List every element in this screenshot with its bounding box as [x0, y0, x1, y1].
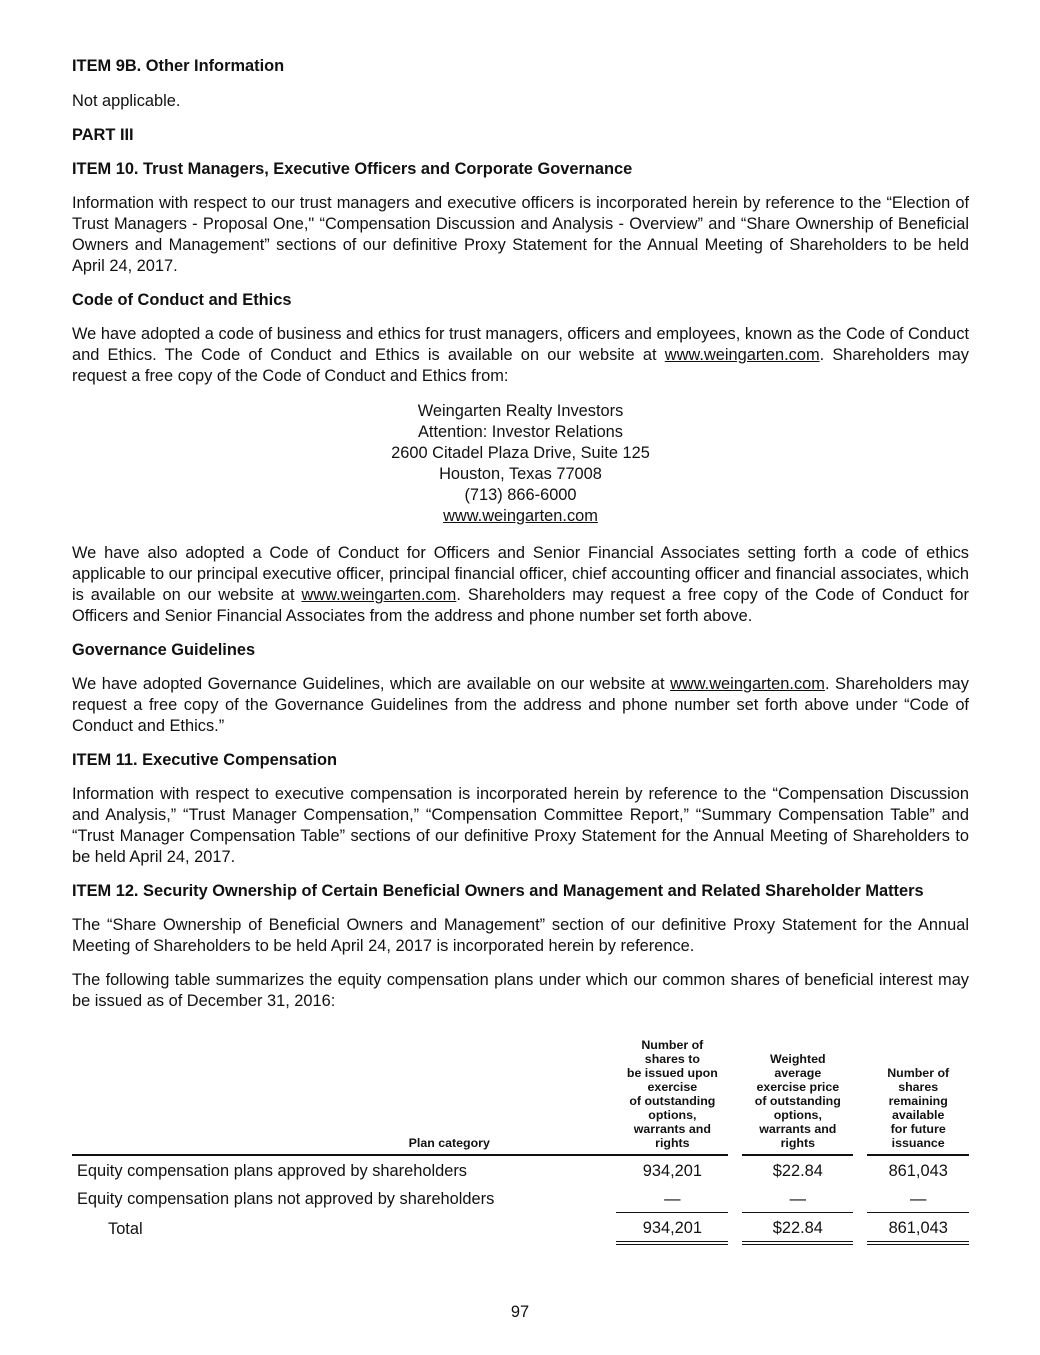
header-line: exercise price	[756, 1080, 840, 1094]
website-link[interactable]: www.weingarten.com	[670, 675, 825, 693]
document-page	[72, 52, 969, 1245]
header-line: of outstanding	[629, 1094, 716, 1108]
weighted-average-price-header	[742, 1038, 853, 1155]
governance-text-a: We have adopted Governance Guidelines, which are available on our website at	[72, 675, 671, 693]
website-link[interactable]: www.weingarten.com	[301, 586, 457, 604]
header-gap	[728, 1038, 742, 1155]
header-line: for future	[890, 1122, 946, 1136]
website-link[interactable]: www.weingarten.com	[664, 346, 820, 364]
address-block	[72, 401, 969, 527]
address-phone: (713) 866-6000	[464, 486, 577, 504]
address-street: 2600 Citadel Plaza Drive, Suite 125	[391, 444, 650, 462]
page-number: 97	[510, 1303, 530, 1321]
table-row	[72, 1184, 969, 1213]
header-line: exercise	[647, 1080, 698, 1094]
header-gap	[853, 1038, 867, 1155]
header-line: Number of	[887, 1066, 950, 1080]
code-conduct-heading: Code of Conduct and Ethics	[72, 291, 292, 309]
item-11-text: Information with respect to executive compensation is incorporated herein by reference to the “Compensation Discussion and Analysis,” “Trust Manager Compensation,” “Compensation Committee Report,” “Summary Compensation Table” and “Trust Manager Compensation Table” sections of our definitive Proxy Statement for the Annual Meeting of Shareholders to be held April 24, 2017.	[72, 785, 969, 866]
governance-heading: Governance Guidelines	[72, 641, 256, 659]
plan-category-header	[72, 1038, 616, 1155]
row-shares-remaining: —	[909, 1190, 927, 1208]
shares-to-be-issued-header	[616, 1038, 728, 1155]
code-conduct-p1-text-a: We have adopted a code of business and ethics for trust managers, officers and employees, known as the Code of Conduct and Ethics. The Code of Conduct and Ethics is available on our website at	[72, 325, 969, 364]
code-conduct-p2-text-b: . Shareholders may request a free copy of the Code of Conduct for Officers and Senior Financial Associates from the address and phone number set forth above.	[72, 586, 970, 625]
code-conduct-p2-text-a: We have also adopted a Code of Conduct for Officers and Senior Financial Associates setting forth a code of ethics applicable to our principal executive officer, principal financial officer, chief accounting officer and financial associates, which is available on our website at	[72, 544, 969, 604]
header-line: options,	[773, 1108, 822, 1122]
header-line: rights	[780, 1136, 815, 1150]
row-shares-to-issue: 934,201	[642, 1162, 702, 1180]
code-conduct-paragraph-2	[72, 543, 969, 627]
total-label: Total	[108, 1219, 143, 1238]
item-12-paragraph-2: The following table summarizes the equity compensation plans under which our common shares of beneficial interest may be issued as of December 31, 2016:	[72, 971, 969, 1010]
header-line: remaining	[888, 1094, 948, 1108]
row-label: Equity compensation plans not approved by shareholders	[77, 1190, 495, 1209]
equity-compensation-table	[72, 1038, 969, 1245]
header-line: warrants and	[633, 1122, 711, 1136]
governance-paragraph	[72, 674, 969, 737]
header-line: average	[774, 1066, 822, 1080]
item-9b-text: Not applicable.	[72, 92, 181, 110]
item-10-heading: ITEM 10. Trust Managers, Executive Officers and Corporate Governance	[72, 160, 633, 178]
plan-category-header-label: Plan category	[408, 1136, 490, 1150]
total-weighted-price: $22.84	[742, 1213, 853, 1244]
item-12-paragraph-1: The “Share Ownership of Beneficial Owners and Management” section of our definitive Proxy Statement for the Annual Meeting of Shareholders to be held April 24, 2017 is incorporated herein by reference.	[72, 916, 969, 955]
header-line: options,	[648, 1108, 697, 1122]
row-shares-to-issue: —	[664, 1190, 681, 1208]
row-label: Equity compensation plans approved by shareholders	[77, 1162, 467, 1180]
table-header-row	[72, 1038, 969, 1155]
row-weighted-price: —	[789, 1190, 806, 1208]
total-shares-to-issue: 934,201	[616, 1213, 728, 1244]
header-line: of outstanding	[754, 1094, 841, 1108]
code-conduct-paragraph-1	[72, 324, 969, 387]
header-line: be issued upon	[626, 1066, 718, 1080]
address-attention: Attention: Investor Relations	[418, 423, 623, 441]
item-11-heading: ITEM 11. Executive Compensation	[72, 751, 338, 769]
shares-remaining-header	[867, 1038, 969, 1155]
item-10-text: Information with respect to our trust managers and executive officers is incorporated herein by reference to the “Election of Trust Managers - Proposal One," “Compensation Discussion and Analysis - Overview” and “Share Ownership of Beneficial Owners and Management” sections of our definitive Proxy Statement for the Annual Meeting of Shareholders to be held April 24, 2017.	[72, 194, 969, 275]
header-line: rights	[655, 1136, 690, 1150]
header-line: Number of	[641, 1038, 704, 1052]
address-company: Weingarten Realty Investors	[417, 402, 624, 420]
table-row	[72, 1155, 969, 1184]
row-weighted-price: $22.84	[772, 1162, 823, 1180]
header-line: warrants and	[759, 1122, 837, 1136]
address-city: Houston, Texas 77008	[439, 465, 602, 483]
part-3-heading: PART III	[72, 126, 134, 144]
row-shares-remaining: 861,043	[888, 1162, 948, 1180]
item-9b-heading: ITEM 9B. Other Information	[72, 57, 285, 75]
code-conduct-p1-text-b: . Shareholders may request a free copy of the Code of Conduct and Ethics from:	[72, 346, 970, 385]
header-line: shares	[898, 1080, 939, 1094]
total-shares-remaining: 861,043	[867, 1213, 969, 1244]
table-total-row	[72, 1213, 969, 1244]
header-line: available	[892, 1108, 945, 1122]
header-line: shares to	[644, 1052, 700, 1066]
header-line: Weighted	[770, 1052, 826, 1066]
item-12-heading: ITEM 12. Security Ownership of Certain Beneficial Owners and Management and Related Shareholder Matters	[72, 882, 924, 900]
header-line: issuance	[891, 1136, 945, 1150]
address-website-link[interactable]: www.weingarten.com	[443, 507, 598, 525]
governance-text-b: . Shareholders may request a free copy of the Governance Guidelines from the address and phone number set forth above under “Code of Conduct and Ethics.”	[72, 675, 969, 735]
